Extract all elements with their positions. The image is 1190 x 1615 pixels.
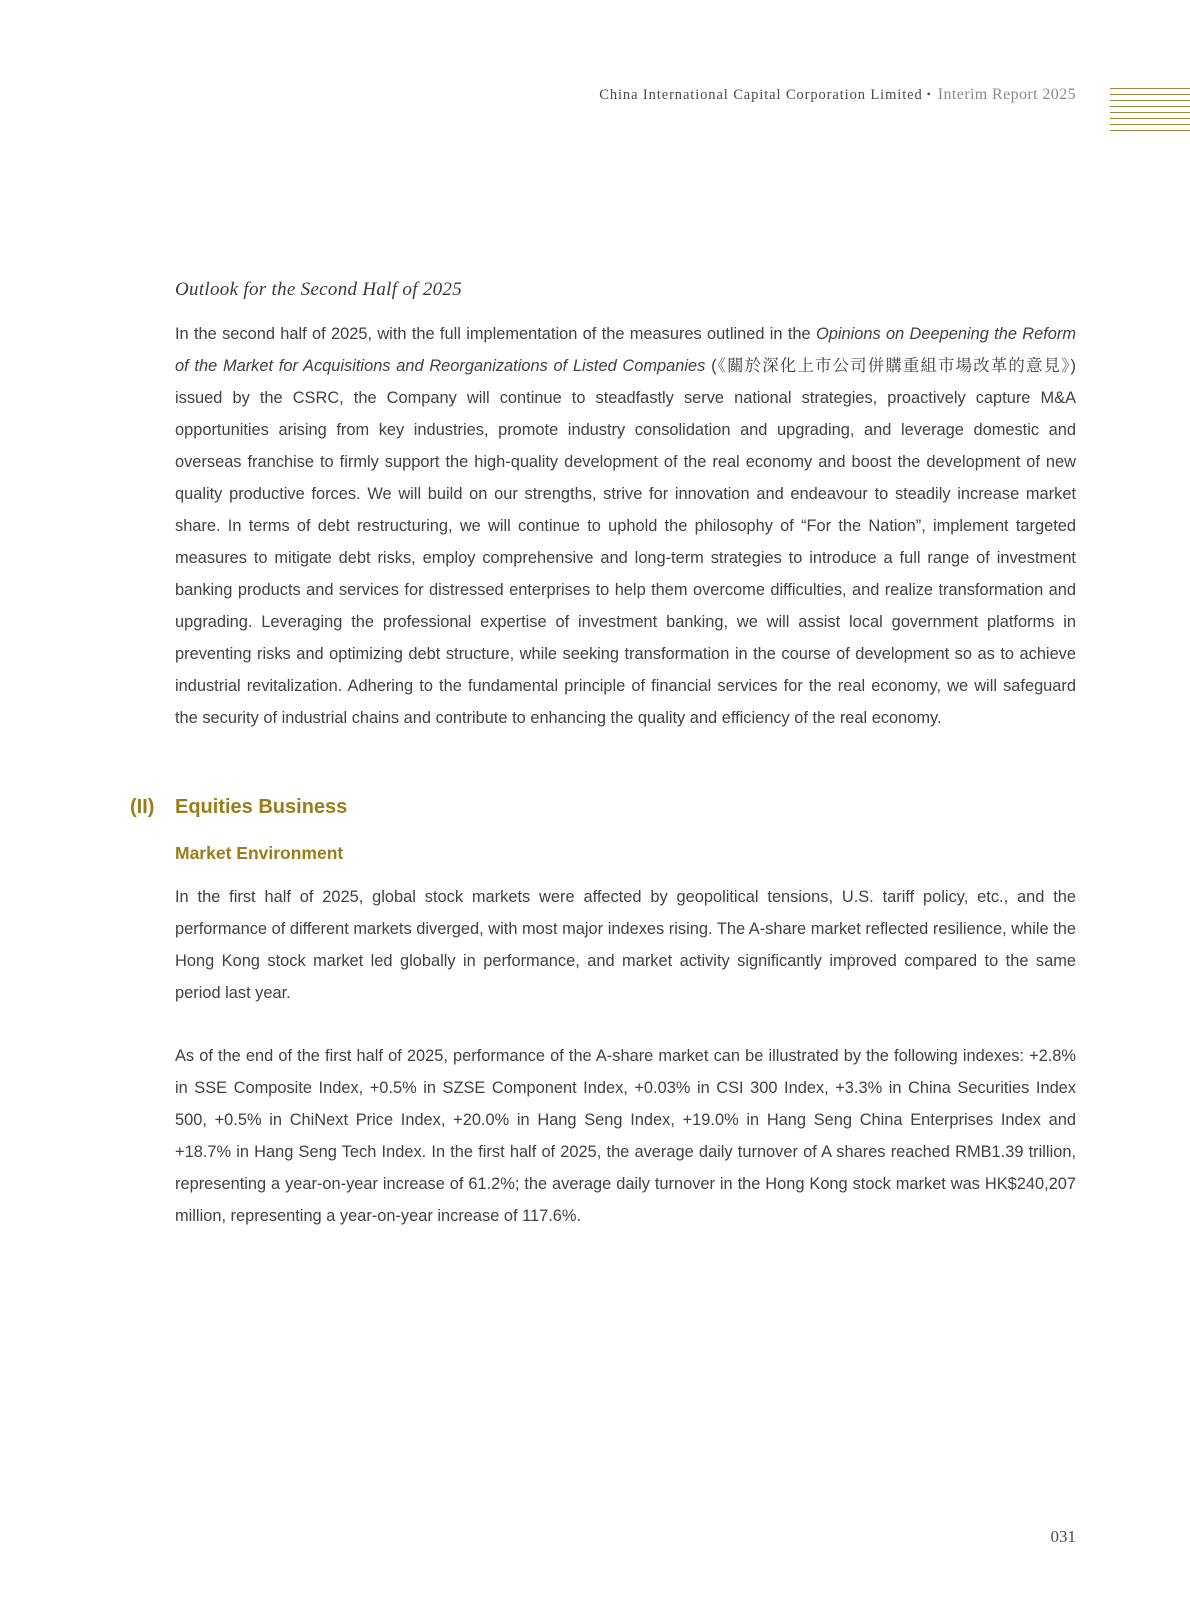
opinions-document-title: Opinions on Deepening the Reform of the Market for Acquisitions and Reorganizations of Listed Companies — [175, 325, 1076, 375]
running-header — [400, 86, 1076, 104]
index-performance-paragraph: As of the end of the first half of 2025, performance of the A-share market can be illustrated by the following indexes: +2.8% in SSE Composite Index, +0.5% in SZSE Component Index, +0.03% in CSI 300 Index, +3.3% in China Securities Index 500, +0.5% in ChiNext Price Index, +20.0% in Hang Seng Index, +19.0% in Hang Seng China Enterprises Index and +18.7% in Hang Seng Tech Index. In the first half of 2025, the average daily turnover of A shares reached RMB1.39 trillion, representing a year-on-year increase of 61.2%; the average daily turnover in the Hong Kong stock market was HK$240,207 million, representing a year-on-year increase of 117.6%. — [175, 1047, 1076, 1225]
header-company: China International Capital Corporation Limited — [599, 87, 923, 103]
section-title: Equities Business — [175, 796, 348, 818]
section-number: (II) — [130, 796, 155, 818]
subsection-title: Market Environment — [175, 843, 344, 863]
outlook-paragraph — [175, 318, 1076, 734]
header-bullet: • — [926, 87, 932, 101]
outlook-text-part2: (《關於深化上市公司併購重組市場改革的意見》) issued by the CSRC, the Company will continue to steadfastly serve national strategies, proactively capture M&A opportunities arising from key industries, promote industry consolidation and upgrading, and leverage domestic and overseas franchise to firmly support the high-quality development of the real economy and boost the development of new quality productive forces. We will build on our strengths, strive for innovation and endeavour to steadily increase market share. In terms of debt restructuring, we will continue to uphold the philosophy of “For the Nation”, implement targeted measures to mitigate debt risks, employ comprehensive and long-term strategies to introduce a full range of investment banking products and services for distressed enterprises to help them overcome difficulties, and realize transformation and upgrading. Leveraging the professional expertise of investment banking, we will assist local government platforms in preventing risks and optimizing debt structure, while seeking transformation in the course of development so as to achieve industrial revitalization. Adhering to the fundamental principle of financial services for the real economy, we will safeguard the security of industrial chains and contribute to enhancing the quality and efficiency of the real economy. — [175, 357, 1076, 727]
page-number: 031 — [1050, 1527, 1076, 1546]
header-report-title: Interim Report 2025 — [937, 86, 1076, 103]
outlook-heading: Outlook for the Second Half of 2025 — [175, 279, 463, 300]
market-environment-paragraph: In the first half of 2025, global stock markets were affected by geopolitical tensions, U.S. tariff policy, etc., and the performance of different markets diverged, with most major indexes rising. The A-share market reflected resilience, while the Hong Kong stock market led globally in performance, and market activity significantly improved compared to the same period last year. — [175, 888, 1076, 1002]
outlook-text-part1: In the second half of 2025, with the full implementation of the measures outlined in the — [175, 325, 816, 343]
decorative-stripes — [1110, 88, 1190, 136]
